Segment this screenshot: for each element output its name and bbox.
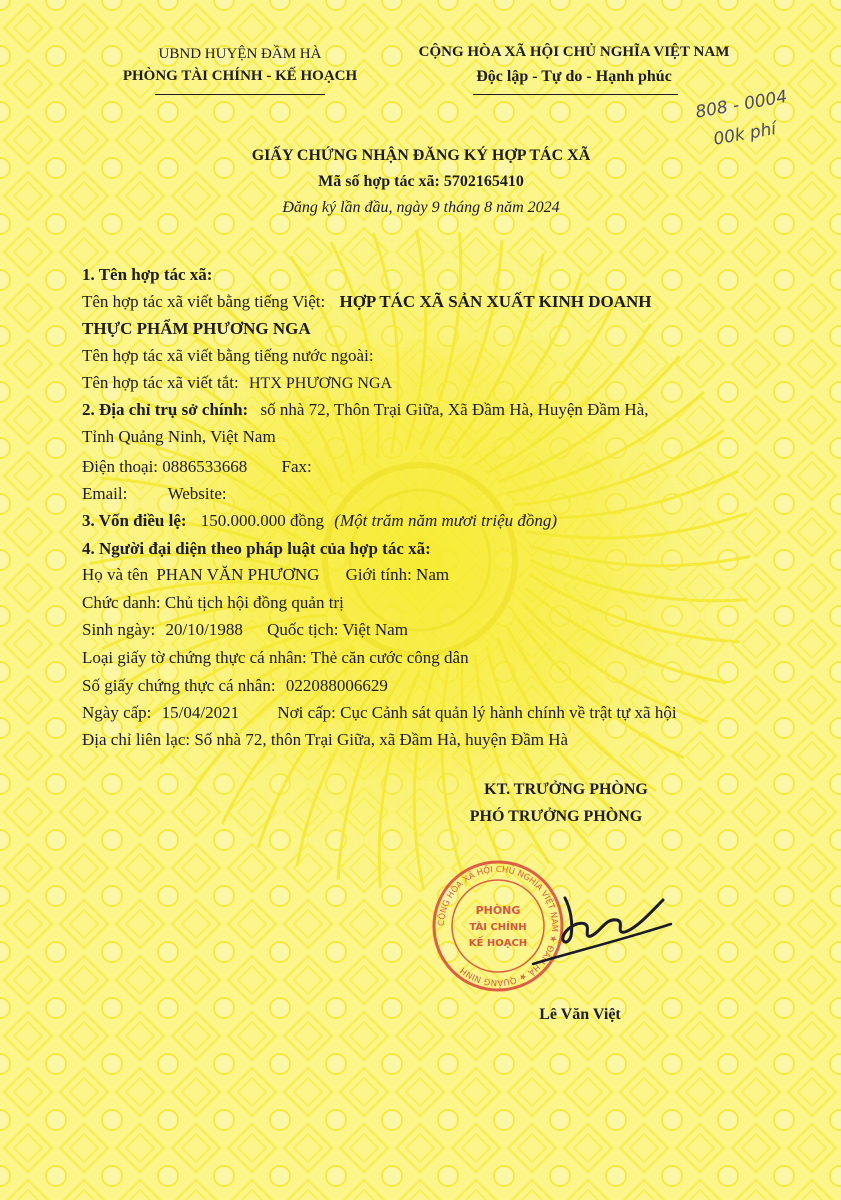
rep-dob-label: Sinh ngày: [82, 620, 156, 639]
nation-motto: Độc lập - Tự do - Hạnh phúc [476, 68, 672, 85]
address-line-2: Tỉnh Quảng Ninh, Việt Nam [82, 427, 276, 446]
rep-contact-address: Địa chỉ liên lạc: Số nhà 72, thôn Trại Giữa, xã Đầm Hà, huyện Đầm Hà [82, 730, 569, 749]
handwritten-signature [525, 880, 675, 970]
agency-underline [155, 94, 325, 95]
short-name-label: Tên hợp tác xã viết tắt: [82, 373, 239, 392]
rep-issue-row [82, 703, 677, 723]
section3-heading: 3. Vốn điều lệ: [82, 511, 187, 530]
vn-name-value-2: THỰC PHẨM PHƯƠNG NGA [82, 319, 311, 338]
fax-label: Fax: [281, 457, 312, 476]
agency-name: PHÒNG TÀI CHÍNH - KẾ HOẠCH [122, 68, 358, 84]
email-row [82, 484, 227, 504]
certificate-title: GIẤY CHỨNG NHẬN ĐĂNG KÝ HỢP TÁC XÃ [251, 147, 591, 164]
rep-name-label: Họ và tên [82, 565, 149, 584]
signer-role-1: KT. TRƯỞNG PHÒNG [484, 781, 648, 798]
rep-issue-date-label: Ngày cấp: [82, 703, 152, 722]
section4-heading: 4. Người đại diện theo pháp luật của hợp tác xã: [82, 539, 431, 558]
rep-dob-row [82, 620, 408, 640]
vn-name-label: Tên hợp tác xã viết bằng tiếng Việt: [82, 292, 326, 311]
rep-gender: Giới tính: Nam [345, 565, 450, 584]
capital-amount: 150.000.000 đồng [200, 511, 325, 530]
address-row [82, 400, 649, 420]
stamp-ring-text: CỘNG HÒA XÃ HỘI CHỦ NGHĨA VIỆT NAM ★ ĐẦM HÀ ★ QUẢNG NINH [436, 864, 560, 988]
rep-id-number-row [82, 676, 388, 696]
rep-id-number: 022088006629 [285, 676, 388, 695]
email-label: Email: [82, 484, 128, 503]
motto-underline [473, 94, 678, 95]
rep-id-number-label: Số giấy chứng thực cá nhân: [82, 676, 276, 695]
stamp-line-1: PHÒNG [475, 904, 521, 917]
signer-name: Lê Văn Việt [539, 1006, 621, 1023]
rep-id-type: Loại giấy tờ chứng thực cá nhân: Thẻ căn cước công dân [82, 648, 469, 667]
vn-name-row [82, 292, 652, 312]
rep-nationality: Quốc tịch: Việt Nam [267, 620, 408, 639]
rep-name-row [82, 565, 449, 585]
capital-row [82, 511, 557, 531]
rep-issue-date: 15/04/2021 [161, 703, 240, 722]
handwritten-note-line2: 00k phí [712, 119, 778, 150]
signer-role-2: PHÓ TRƯỞNG PHÒNG [469, 808, 643, 825]
phone-value: 0886533668 [162, 457, 248, 476]
stamp-line-2: TÀI CHÍNH [469, 922, 527, 933]
rep-dob-value: 20/10/1988 [165, 620, 243, 639]
rep-title: Chức danh: Chủ tịch hội đồng quản trị [82, 593, 344, 612]
phone-label: Điện thoại: [82, 457, 159, 476]
website-label: Website: [167, 484, 227, 503]
cooperative-code: Mã số hợp tác xã: 5702165410 [318, 173, 524, 190]
address-line-1: số nhà 72, Thôn Trại Giữa, Xã Đầm Hà, Huyện Đầm Hà, [260, 400, 649, 419]
capital-amount-words: (Một trăm năm mươi triệu đồng) [334, 511, 558, 530]
short-name-value: HTX PHƯƠNG NGA [249, 375, 393, 392]
nation-title: CỘNG HÒA XÃ HỘI CHỦ NGHĨA VIỆT NAM [418, 44, 730, 60]
vn-name-value-1: HỢP TÁC XÃ SẢN XUẤT KINH DOANH [339, 292, 652, 311]
agency-parent: UBND HUYỆN ĐẦM HÀ [158, 46, 322, 62]
section1-heading: 1. Tên hợp tác xã: [82, 265, 213, 284]
rep-name-value: PHAN VĂN PHƯƠNG [156, 565, 320, 584]
section2-heading: 2. Địa chỉ trụ sở chính: [82, 400, 249, 419]
stamp-line-3: KẾ HOẠCH [468, 938, 528, 949]
registration-date: Đăng ký lần đầu, ngày 9 tháng 8 năm 2024 [282, 199, 560, 216]
short-name-row [82, 373, 392, 393]
foreign-name-label: Tên hợp tác xã viết bằng tiếng nước ngoài: [82, 346, 374, 365]
phone-row [82, 457, 312, 477]
rep-issue-place: Nơi cấp: Cục Cảnh sát quản lý hành chính về trật tự xã hội [277, 703, 677, 722]
handwritten-note-line1: 808 - 0004 [694, 86, 789, 123]
